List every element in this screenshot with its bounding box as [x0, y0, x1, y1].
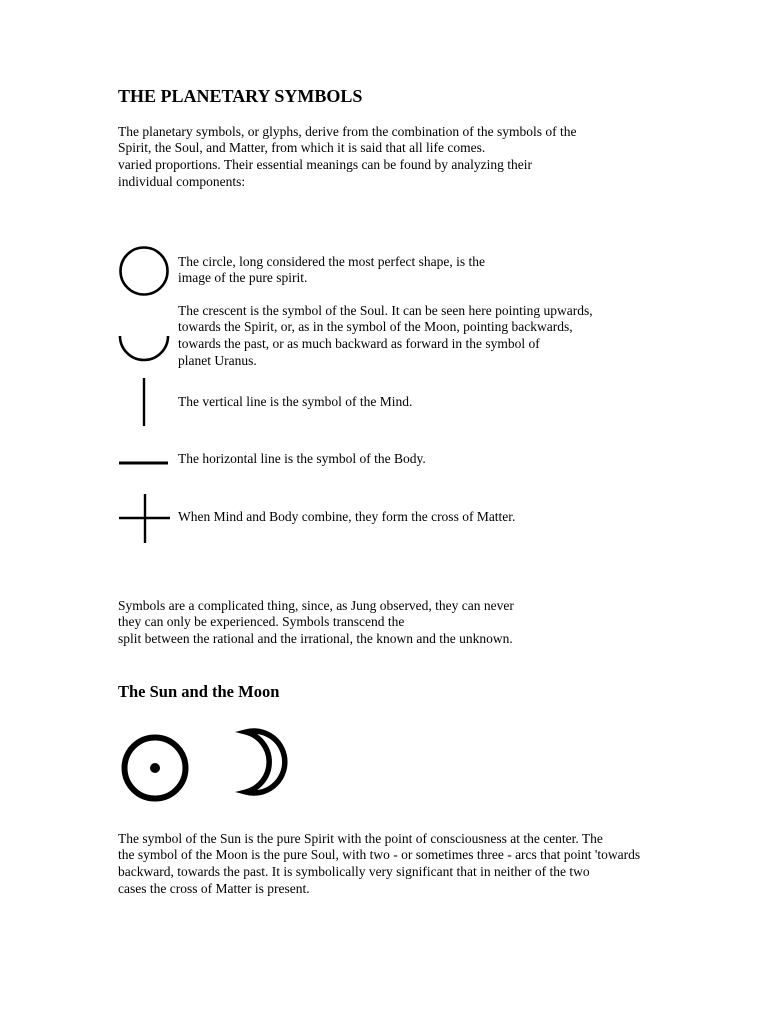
intro-line: Spirit, the Soul, and Matter, from which it is said that all life comes. [118, 140, 486, 155]
sun-moon-line: backward, towards the past. It is symbolically very significant that in neither of the two [118, 864, 590, 879]
sun-icon [120, 733, 190, 803]
crescent-description: towards the past, or as much backward as forward in the symbol of [178, 336, 540, 351]
intro-line: The planetary symbols, or glyphs, derive from the combination of the symbols of the [118, 124, 577, 139]
circle-icon [118, 245, 170, 297]
crescent-description: towards the Spirit, or, as in the symbol of the Moon, pointing backwards, [178, 319, 573, 334]
intro-line: varied proportions. Their essential meanings can be found by analyzing their [118, 157, 533, 172]
jung-line: they can only be experienced. Symbols transcend the [118, 614, 405, 629]
section-heading: The Sun and the Moon [118, 682, 280, 701]
crescent-icon [118, 334, 170, 364]
jung-line: split between the rational and the irrational, the known and the unknown. [118, 631, 513, 646]
sun-moon-line: The symbol of the Sun is the pure Spirit with the point of consciousness at the center. The [118, 831, 603, 846]
sun-moon-line: the symbol of the Moon is the pure Soul, with two - or sometimes three - arcs that point 'towards [118, 847, 641, 862]
sun-moon-line: cases the cross of Matter is present. [118, 881, 310, 896]
horizontal-line-description: The horizontal line is the symbol of the Body. [178, 451, 426, 466]
cross-description: When Mind and Body combine, they form the cross of Matter. [178, 509, 516, 524]
vertical-line-description: The vertical line is the symbol of the Mind. [178, 394, 413, 409]
crescent-description: planet Uranus. [178, 353, 257, 368]
jung-line: Symbols are a complicated thing, since, as Jung observed, they can never [118, 598, 514, 613]
crescent-description: The crescent is the symbol of the Soul. It can be seen here pointing upwards, [178, 303, 593, 318]
horizontal-line-icon [118, 459, 170, 467]
intro-line: individual components: [118, 174, 246, 189]
circle-description: image of the pure spirit. [178, 270, 308, 285]
page-title: THE PLANETARY SYMBOLS [118, 86, 363, 106]
cross-icon [118, 493, 172, 545]
circle-description: The circle, long considered the most perfect shape, is the [178, 254, 486, 269]
moon-icon [232, 729, 298, 797]
vertical-line-icon [140, 378, 148, 428]
